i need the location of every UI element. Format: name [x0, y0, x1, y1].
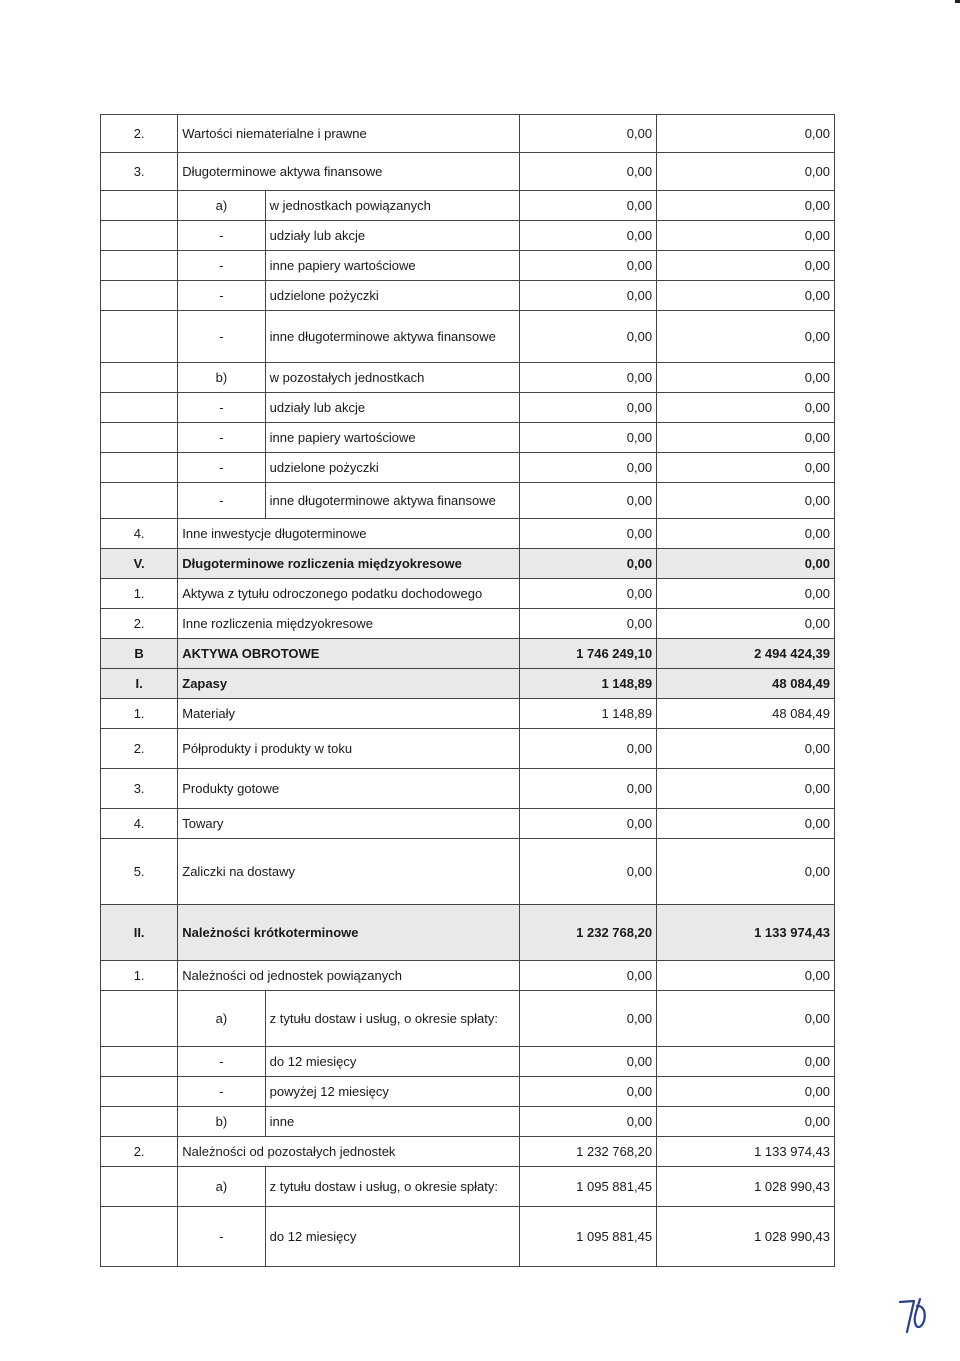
current-year-value: 0,00: [519, 549, 656, 579]
row-label: Należności krótkoterminowe: [178, 905, 520, 961]
table-row: [101, 281, 835, 311]
current-year-value: 0,00: [519, 1077, 656, 1107]
current-year-value: 0,00: [519, 115, 656, 153]
row-indent-cell: [101, 991, 178, 1047]
table-row: [101, 729, 835, 769]
current-year-value: 0,00: [519, 769, 656, 809]
row-label: Wartości niematerialne i prawne: [178, 115, 520, 153]
row-number: -: [178, 311, 265, 363]
current-year-value: 0,00: [519, 251, 656, 281]
previous-year-value: 0,00: [657, 153, 835, 191]
row-number: -: [178, 453, 265, 483]
current-year-value: 1 232 768,20: [519, 905, 656, 961]
current-year-value: 0,00: [519, 839, 656, 905]
row-indent-cell: [101, 251, 178, 281]
row-number: -: [178, 251, 265, 281]
current-year-value: 0,00: [519, 393, 656, 423]
table-row: [101, 961, 835, 991]
row-label: inne papiery wartościowe: [265, 251, 519, 281]
row-number: -: [178, 221, 265, 251]
row-number: 2.: [101, 115, 178, 153]
previous-year-value: 0,00: [657, 579, 835, 609]
row-number: a): [178, 991, 265, 1047]
previous-year-value: 0,00: [657, 991, 835, 1047]
previous-year-value: 0,00: [657, 423, 835, 453]
scan-edge-mark: [955, 0, 960, 3]
previous-year-value: 0,00: [657, 453, 835, 483]
table-row: [101, 609, 835, 639]
previous-year-value: 0,00: [657, 363, 835, 393]
current-year-value: 0,00: [519, 519, 656, 549]
table-row: [101, 579, 835, 609]
row-label: Inne inwestycje długoterminowe: [178, 519, 520, 549]
table-row: [101, 991, 835, 1047]
table-row: [101, 153, 835, 191]
previous-year-value: 1 028 990,43: [657, 1207, 835, 1267]
previous-year-value: 0,00: [657, 549, 835, 579]
row-label: Zapasy: [178, 669, 520, 699]
previous-year-value: 0,00: [657, 839, 835, 905]
row-indent-cell: [101, 281, 178, 311]
row-label: Półprodukty i produkty w toku: [178, 729, 520, 769]
table-row: [101, 1047, 835, 1077]
row-number: -: [178, 1077, 265, 1107]
row-label: z tytułu dostaw i usług, o okresie spłaty:: [265, 991, 519, 1047]
previous-year-value: 0,00: [657, 1077, 835, 1107]
row-indent-cell: [101, 1167, 178, 1207]
table-row: [101, 115, 835, 153]
row-indent-cell: [101, 1107, 178, 1137]
current-year-value: 0,00: [519, 991, 656, 1047]
row-label: w pozostałych jednostkach: [265, 363, 519, 393]
row-number: 4.: [101, 519, 178, 549]
row-indent-cell: [101, 1077, 178, 1107]
current-year-value: 0,00: [519, 453, 656, 483]
table-row: [101, 519, 835, 549]
row-indent-cell: [101, 311, 178, 363]
row-number: 1.: [101, 961, 178, 991]
previous-year-value: 48 084,49: [657, 669, 835, 699]
row-label: inne papiery wartościowe: [265, 423, 519, 453]
previous-year-value: 0,00: [657, 519, 835, 549]
row-label: Należności od pozostałych jednostek: [178, 1137, 520, 1167]
row-label: Długoterminowe aktywa finansowe: [178, 153, 520, 191]
row-indent-cell: [101, 191, 178, 221]
row-number: 1.: [101, 699, 178, 729]
row-number: -: [178, 483, 265, 519]
row-indent-cell: [101, 423, 178, 453]
balance-sheet-table: [100, 114, 835, 1267]
previous-year-value: 0,00: [657, 609, 835, 639]
row-number: B: [101, 639, 178, 669]
current-year-value: 1 148,89: [519, 669, 656, 699]
row-indent-cell: [101, 483, 178, 519]
current-year-value: 0,00: [519, 281, 656, 311]
row-label: Materiały: [178, 699, 520, 729]
row-indent-cell: [101, 1207, 178, 1267]
current-year-value: 0,00: [519, 311, 656, 363]
table-row: [101, 191, 835, 221]
previous-year-value: 0,00: [657, 809, 835, 839]
current-year-value: 0,00: [519, 609, 656, 639]
row-number: -: [178, 393, 265, 423]
row-label: udzielone pożyczki: [265, 453, 519, 483]
row-label: AKTYWA OBROTOWE: [178, 639, 520, 669]
table-row: [101, 1167, 835, 1207]
row-number: b): [178, 1107, 265, 1137]
table-row: [101, 1077, 835, 1107]
row-number: b): [178, 363, 265, 393]
previous-year-value: 0,00: [657, 281, 835, 311]
current-year-value: 0,00: [519, 809, 656, 839]
table-row: [101, 483, 835, 519]
current-year-value: 0,00: [519, 423, 656, 453]
row-number: 2.: [101, 1137, 178, 1167]
row-label: udzielone pożyczki: [265, 281, 519, 311]
row-number: 4.: [101, 809, 178, 839]
table-row: [101, 809, 835, 839]
previous-year-value: 0,00: [657, 191, 835, 221]
current-year-value: 0,00: [519, 363, 656, 393]
previous-year-value: 48 084,49: [657, 699, 835, 729]
table-row: [101, 839, 835, 905]
row-number: 2.: [101, 729, 178, 769]
table-row: [101, 699, 835, 729]
current-year-value: 0,00: [519, 1047, 656, 1077]
previous-year-value: 0,00: [657, 483, 835, 519]
row-number: II.: [101, 905, 178, 961]
table-row: [101, 1107, 835, 1137]
previous-year-value: 0,00: [657, 769, 835, 809]
current-year-value: 0,00: [519, 483, 656, 519]
table-row: [101, 423, 835, 453]
balance-sheet-body: [101, 115, 835, 1267]
previous-year-value: 0,00: [657, 251, 835, 281]
row-label: Zaliczki na dostawy: [178, 839, 520, 905]
row-number: 1.: [101, 579, 178, 609]
table-row: [101, 251, 835, 281]
previous-year-value: 0,00: [657, 393, 835, 423]
previous-year-value: 1 133 974,43: [657, 1137, 835, 1167]
previous-year-value: 1 133 974,43: [657, 905, 835, 961]
table-row: [101, 453, 835, 483]
row-number: a): [178, 1167, 265, 1207]
row-label: w jednostkach powiązanych: [265, 191, 519, 221]
current-year-value: 0,00: [519, 729, 656, 769]
row-label: inne długoterminowe aktywa finansowe: [265, 311, 519, 363]
current-year-value: 1 232 768,20: [519, 1137, 656, 1167]
row-label: do 12 miesięcy: [265, 1207, 519, 1267]
row-number: 5.: [101, 839, 178, 905]
row-number: 3.: [101, 769, 178, 809]
row-number: a): [178, 191, 265, 221]
row-label: powyżej 12 miesięcy: [265, 1077, 519, 1107]
row-number: -: [178, 423, 265, 453]
table-row: [101, 393, 835, 423]
row-number: -: [178, 1207, 265, 1267]
row-number: 3.: [101, 153, 178, 191]
handwritten-page-number: [894, 1296, 934, 1338]
current-year-value: 1 095 881,45: [519, 1167, 656, 1207]
row-number: -: [178, 1047, 265, 1077]
row-label: inne długoterminowe aktywa finansowe: [265, 483, 519, 519]
current-year-value: 0,00: [519, 1107, 656, 1137]
row-label: udziały lub akcje: [265, 221, 519, 251]
previous-year-value: 0,00: [657, 221, 835, 251]
page-number-signature: [894, 1296, 934, 1338]
current-year-value: 0,00: [519, 579, 656, 609]
previous-year-value: 0,00: [657, 729, 835, 769]
current-year-value: 0,00: [519, 191, 656, 221]
table-row: [101, 363, 835, 393]
previous-year-value: 2 494 424,39: [657, 639, 835, 669]
row-number: 2.: [101, 609, 178, 639]
current-year-value: 1 148,89: [519, 699, 656, 729]
row-indent-cell: [101, 221, 178, 251]
row-label: Aktywa z tytułu odroczonego podatku dochodowego: [178, 579, 520, 609]
current-year-value: 0,00: [519, 221, 656, 251]
row-number: I.: [101, 669, 178, 699]
current-year-value: 0,00: [519, 961, 656, 991]
row-indent-cell: [101, 393, 178, 423]
row-number: V.: [101, 549, 178, 579]
row-label: z tytułu dostaw i usług, o okresie spłaty:: [265, 1167, 519, 1207]
row-label: udziały lub akcje: [265, 393, 519, 423]
row-label: Należności od jednostek powiązanych: [178, 961, 520, 991]
previous-year-value: 1 028 990,43: [657, 1167, 835, 1207]
current-year-value: 1 095 881,45: [519, 1207, 656, 1267]
previous-year-value: 0,00: [657, 115, 835, 153]
current-year-value: 1 746 249,10: [519, 639, 656, 669]
row-indent-cell: [101, 1047, 178, 1077]
table-row: [101, 1207, 835, 1267]
table-row: [101, 905, 835, 961]
row-label: inne: [265, 1107, 519, 1137]
table-row: [101, 311, 835, 363]
table-row: [101, 1137, 835, 1167]
row-label: Produkty gotowe: [178, 769, 520, 809]
previous-year-value: 0,00: [657, 1047, 835, 1077]
table-row: [101, 769, 835, 809]
row-indent-cell: [101, 363, 178, 393]
row-number: -: [178, 281, 265, 311]
table-row: [101, 669, 835, 699]
table-row: [101, 221, 835, 251]
row-label: Towary: [178, 809, 520, 839]
row-label: Długoterminowe rozliczenia międzyokresowe: [178, 549, 520, 579]
row-label: Inne rozliczenia międzyokresowe: [178, 609, 520, 639]
row-indent-cell: [101, 453, 178, 483]
previous-year-value: 0,00: [657, 961, 835, 991]
table-row: [101, 639, 835, 669]
previous-year-value: 0,00: [657, 1107, 835, 1137]
table-row: [101, 549, 835, 579]
previous-year-value: 0,00: [657, 311, 835, 363]
current-year-value: 0,00: [519, 153, 656, 191]
row-label: do 12 miesięcy: [265, 1047, 519, 1077]
